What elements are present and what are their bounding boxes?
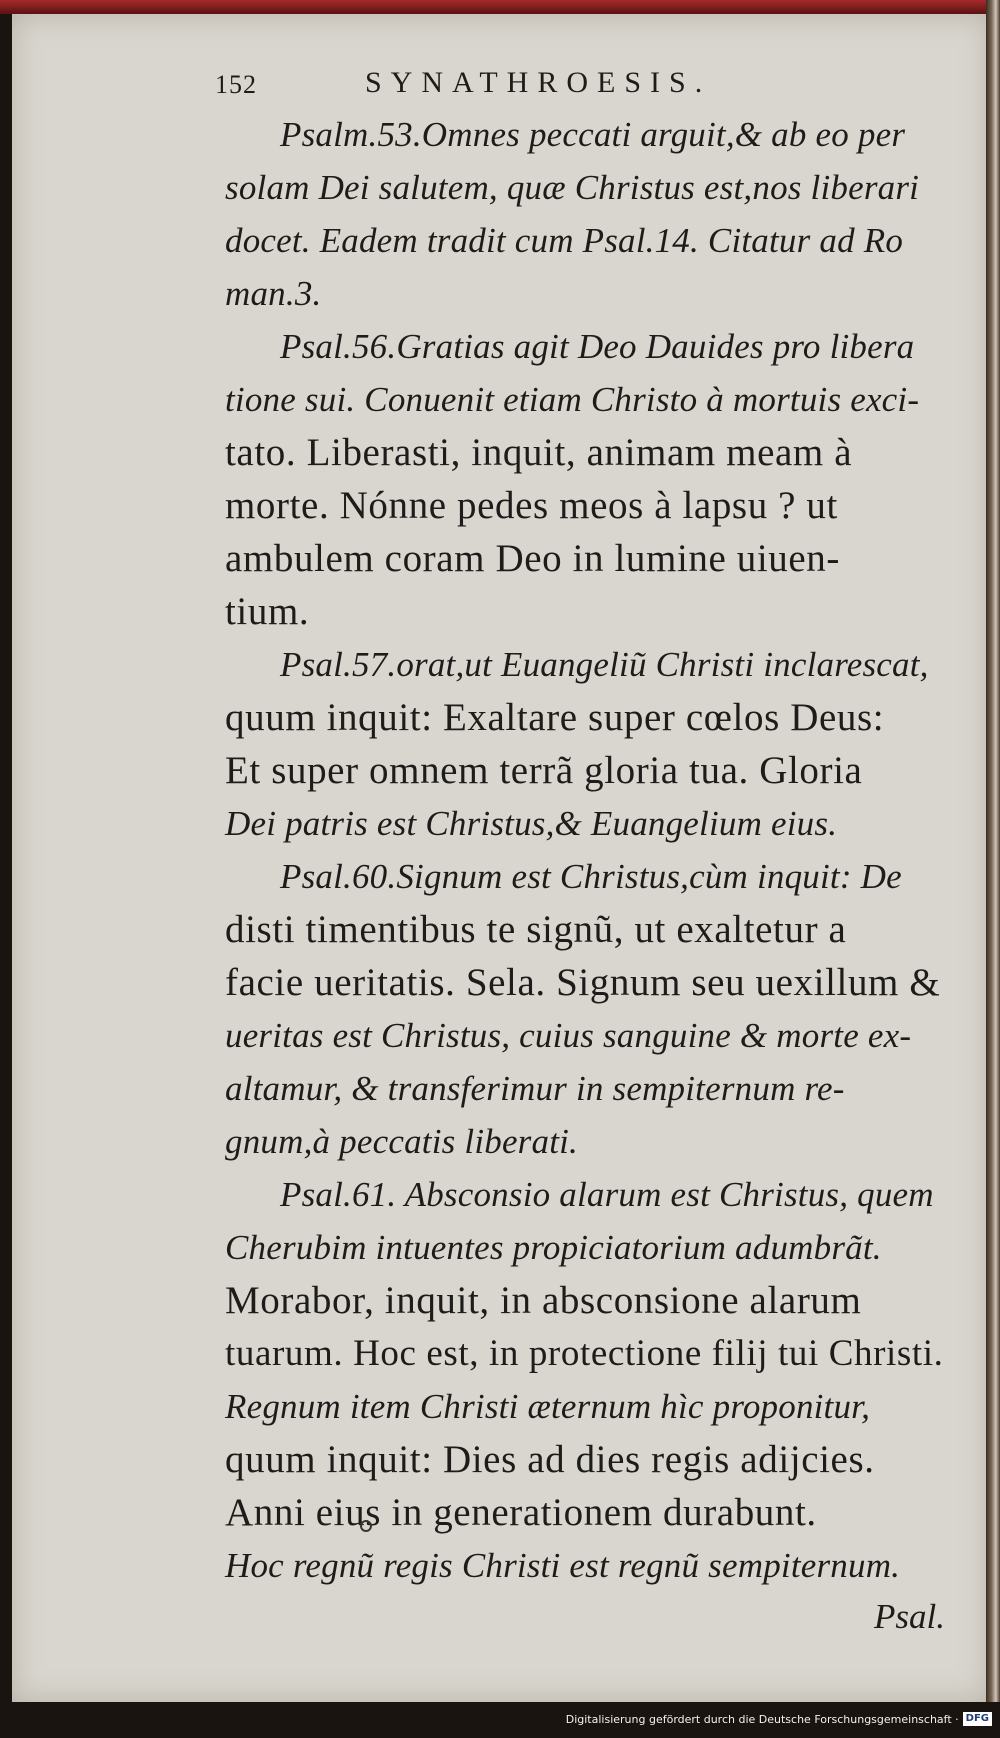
text-line: tuarum. Hoc est, in protectione filij tui Christi. — [225, 1333, 944, 1374]
text-line: Psal.57.orat,ut Euangeliũ Christi inclarescat, — [280, 645, 929, 684]
text-line: tione sui. Conuenit etiam Christo à mortuis exci- — [225, 380, 920, 419]
dfg-logo: DFG — [963, 1712, 992, 1726]
book-edge-top — [0, 0, 1000, 14]
ink-spot — [360, 1520, 372, 1532]
running-head: SYNATHROESIS. — [365, 66, 712, 99]
text-line: man.3. — [225, 274, 322, 313]
catchword: Psal. — [874, 1597, 945, 1636]
text-line: Anni eius in generationem durabunt. — [225, 1491, 817, 1534]
text-line: Et super omnem terrã gloria tua. Gloria — [225, 749, 863, 792]
text-line: ambulem coram Deo in lumine uiuen- — [225, 537, 840, 580]
text-line: docet. Eadem tradit cum Psal.14. Citatur ad Ro — [225, 221, 904, 260]
text-line: solam Dei salutem, quæ Christus est,nos liberari — [225, 168, 920, 207]
text-line: tium. — [225, 590, 310, 633]
text-line: Hoc regnũ regis Christi est regnũ sempiternum. — [225, 1546, 901, 1585]
text-line: Psal.60.Signum est Christus,cùm inquit: De — [280, 857, 902, 896]
text-line: gnum,à peccatis liberati. — [225, 1122, 579, 1161]
text-line: Cherubim intuentes propiciatorium adumbrãt. — [225, 1228, 882, 1267]
text-line: quum inquit: Exaltare super cœlos Deus: — [225, 696, 885, 739]
text-line: altamur, & transferimur in sempiternum re- — [225, 1069, 845, 1108]
text-line: Dei patris est Christus,& Euangelium eius. — [225, 804, 838, 843]
text-line: tato. Liberasti, inquit, animam meam à — [225, 431, 853, 474]
text-line: quum inquit: Dies ad dies regis adijcies. — [225, 1438, 875, 1481]
text-line: Regnum item Christi æternum hìc proponitur, — [225, 1387, 871, 1426]
text-line: Psal.61. Absconsio alarum est Christus, quem — [280, 1175, 934, 1214]
page-header — [215, 64, 945, 108]
text-line: disti timentibus te signũ, ut exaltetur a — [225, 908, 847, 951]
text-line: facie ueritatis. Sela. Signum seu uexillum & — [225, 961, 941, 1004]
book-edge-right — [986, 0, 1000, 1738]
credit-text: Digitalisierung gefördert durch die Deutsche Forschungsgemeinschaft · — [565, 1712, 959, 1726]
page-text — [215, 64, 945, 1642]
text-line: ueritas est Christus, cuius sanguine & morte ex- — [225, 1016, 912, 1055]
text-line: Psal.56.Gratias agit Deo Dauides pro libera — [280, 327, 915, 366]
text-line: Morabor, inquit, in absconsione alarum — [225, 1279, 862, 1322]
page-number: 152 — [215, 70, 257, 99]
digitization-credit — [566, 1712, 992, 1726]
text-line: Psalm.53.Omnes peccati arguit,& ab eo per — [280, 115, 906, 154]
text-line: morte. Nónne pedes meos à lapsu ? ut — [225, 484, 838, 527]
